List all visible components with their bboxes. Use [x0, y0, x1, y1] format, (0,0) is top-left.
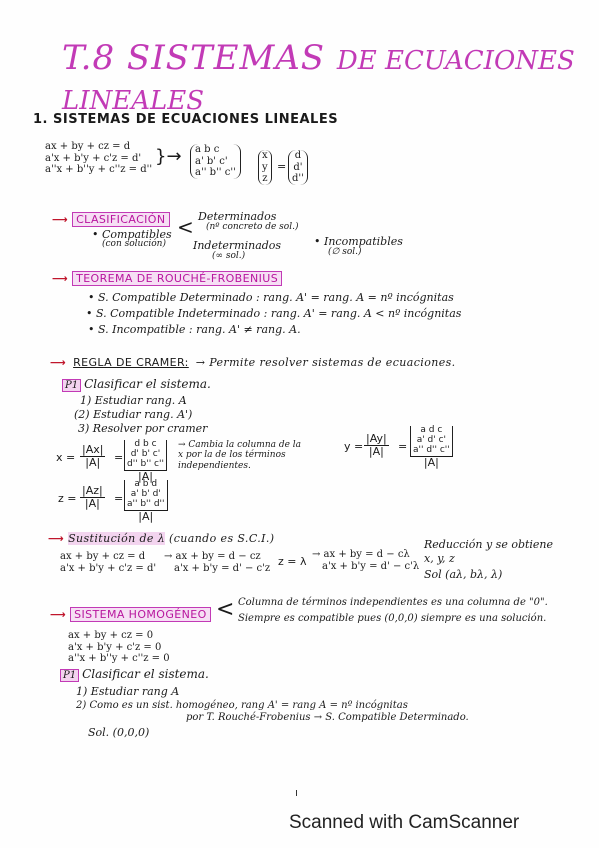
- vector-entry: x: [262, 150, 268, 161]
- denominator: |A|: [368, 445, 384, 459]
- matrix-row: a' d' c': [416, 434, 447, 445]
- x-note: [178, 440, 301, 471]
- sustitucion-condition: (cuando es S.C.I.): [169, 532, 275, 545]
- matrix-row: a' b' c': [195, 155, 228, 167]
- equals-sign: =: [398, 440, 408, 453]
- equation: a'x + b'y = d' − c'z: [174, 562, 271, 574]
- numerator: |Ax|: [82, 443, 104, 456]
- denominator: |A|: [138, 469, 153, 483]
- homogeneo-substep: 1) Estudiar rang A: [76, 685, 180, 698]
- homogeneo-system: [68, 630, 170, 665]
- z-lambda: z = λ: [278, 555, 307, 568]
- denominator: |A|: [85, 456, 101, 470]
- equals-sign: =: [114, 492, 124, 505]
- note-line: → Cambia la columna de la: [178, 440, 302, 450]
- section-label: Sustitución de λ: [68, 532, 166, 545]
- arrow-icon: ⟶: [50, 608, 67, 621]
- clasificacion-heading: [52, 213, 170, 226]
- y-fraction: [364, 433, 389, 458]
- matrix-row: a'' b'' c'': [195, 167, 236, 178]
- vector-entry: d'': [292, 173, 304, 184]
- homogeneo-note: Columna de términos independientes es una columna de "0".: [238, 597, 548, 608]
- vector-entry: z: [262, 173, 268, 184]
- homogeneo-note: Siempre es compatible pues (0,0,0) siempre es una solución.: [238, 613, 547, 624]
- numerator: |Az|: [82, 484, 103, 497]
- equals-sign: =: [114, 451, 124, 464]
- denominator: |A|: [84, 497, 100, 511]
- determinados-label: Determinados: [198, 210, 277, 223]
- z-fraction: [80, 485, 105, 510]
- page-title: [62, 38, 599, 118]
- z-lhs: z =: [58, 492, 77, 505]
- matrix-row: d b c: [134, 439, 157, 449]
- x-determinant: [124, 440, 167, 471]
- equation-1: ax + by + cz = d: [45, 141, 131, 152]
- y-determinant-fraction: [410, 426, 453, 469]
- section-label: REGLA DE CRAMER:: [73, 356, 189, 369]
- homogeneo-step-p1: [60, 668, 209, 682]
- homogeneo-solution: Sol. (0,0,0): [88, 726, 150, 739]
- matrix-row: a'' b'' d'': [127, 498, 165, 509]
- step-text: Clasificar el sistema.: [82, 667, 209, 681]
- homogeneo-heading: [50, 608, 211, 621]
- denominator: |A|: [138, 509, 154, 523]
- sustitucion-system: [60, 551, 156, 574]
- equation: → ax + by = d − cλ: [312, 549, 410, 560]
- cramer-substep: (2) Estudiar rang. A'): [74, 408, 193, 421]
- title-rest: DE ECUACIONES LINEALES: [62, 46, 575, 116]
- arrow-icon: ⟶: [52, 272, 69, 285]
- vector-entry: d: [294, 150, 302, 161]
- matrix-row: d' b' c': [130, 448, 161, 459]
- z-determinant: [124, 480, 168, 511]
- x-fraction: [80, 444, 105, 469]
- rouche-heading: [52, 272, 282, 285]
- indeterminados-label: Indeterminados: [193, 239, 282, 252]
- matrix-row: a b d: [134, 479, 158, 489]
- step-badge: P1: [60, 669, 79, 682]
- equation-2: a'x + b'y + c'z = d': [45, 152, 142, 164]
- arrow-icon: ⟶: [52, 213, 69, 226]
- z-determinant-fraction: [124, 480, 168, 523]
- step-text: Clasificar el sistema.: [84, 377, 211, 391]
- matrix-row: d'' b'' c'': [127, 458, 164, 469]
- bracket-icon: <: [177, 215, 194, 239]
- cramer-substep: 1) Estudiar rang. A: [80, 394, 187, 407]
- sustitucion-result: [312, 549, 419, 572]
- sustitucion-heading: [48, 532, 275, 545]
- denominator: |A|: [423, 455, 439, 469]
- coefficient-matrix: [190, 144, 241, 179]
- vector-entry: d': [293, 161, 303, 173]
- x-determinant-fraction: [124, 440, 167, 483]
- equation: ax + by + cz = 0: [68, 630, 154, 641]
- brace-arrow: }→: [155, 146, 182, 167]
- vector-entry: y: [262, 161, 268, 173]
- homogeneo-substep: por T. Rouché-Frobenius → S. Compatible Determinado.: [186, 712, 469, 723]
- matrix-row: a' b' d': [130, 488, 161, 499]
- arrow-icon: ⟶: [48, 532, 65, 545]
- equals-sign: =: [277, 160, 287, 173]
- equation: a''x + b''y + c''z = 0: [68, 653, 170, 664]
- indeterminados-sub: (∞ sol.): [212, 251, 246, 261]
- reduction-unknowns: x, y, z: [424, 552, 455, 565]
- reduction-solution: Sol (aλ, bλ, λ): [424, 568, 503, 581]
- compatibles-sub: (con solución): [102, 239, 166, 249]
- numerator: |Ay|: [366, 432, 387, 445]
- equation: a'x + b'y = d' − c'λ: [322, 560, 420, 572]
- incompatibles-label: • Incompatibles: [314, 235, 403, 248]
- cramer-substep: 3) Resolver por cramer: [78, 422, 208, 435]
- section-label: TEOREMA DE ROUCHÉ-FROBENIUS: [72, 271, 282, 286]
- scanner-watermark: Scanned with CamScanner: [289, 812, 520, 833]
- system-equations: [45, 141, 152, 176]
- arrow-icon: ⟶: [50, 356, 67, 369]
- rouche-item: • S. Compatible Indeterminado : rang. A' = rang. A < nº incógnitas: [86, 307, 462, 320]
- bracket-icon: <: [216, 597, 235, 622]
- reduction-note: Reducción y se obtiene: [424, 538, 554, 551]
- section-heading: 1. SISTEMAS DE ECUACIONES LINEALES: [33, 112, 339, 127]
- constants-vector: [288, 150, 308, 185]
- rouche-item: • S. Incompatible : rang. A' ≠ rang. A.: [88, 323, 301, 336]
- y-determinant: [410, 426, 453, 457]
- determinados-sub: (nº concreto de sol.): [206, 222, 299, 232]
- sustitucion-step: [164, 551, 270, 574]
- equation: a'x + b'y + c'z = 0: [68, 641, 162, 653]
- page-mark: [296, 790, 297, 796]
- y-lhs: y =: [344, 440, 364, 453]
- matrix-row: a b c: [195, 144, 220, 155]
- equation: → ax + by = d − cz: [164, 551, 261, 562]
- section-label: CLASIFICACIÓN: [72, 212, 169, 227]
- compatibles-label: • Compatibles: [92, 228, 172, 241]
- incompatibles-sub: (∅ sol.): [328, 247, 362, 257]
- matrix-row: a'' d'' c'': [413, 444, 450, 455]
- cramer-step-p1: [62, 378, 211, 392]
- note-line: x por la de los términos: [178, 450, 286, 461]
- step-badge: P1: [62, 379, 81, 392]
- equation: ax + by + cz = d: [60, 551, 146, 562]
- note-line: independientes.: [178, 460, 251, 471]
- rouche-item: • S. Compatible Determinado : rang. A' = rang. A = nº incógnitas: [88, 291, 454, 304]
- equation-3: a''x + b''y + c''z = d'': [45, 164, 153, 175]
- cramer-heading: [50, 356, 456, 369]
- title-main: T.8 SISTEMAS: [62, 38, 326, 78]
- cramer-description: → Permite resolver sistemas de ecuaciones.: [195, 356, 456, 369]
- homogeneo-substep: 2) Como es un sist. homogéneo, rang A' = rang A = nº incógnitas: [76, 700, 408, 711]
- unknowns-vector: [258, 150, 272, 185]
- section-label: SISTEMA HOMOGÉNEO: [70, 607, 211, 622]
- equation: a'x + b'y + c'z = d': [60, 562, 157, 574]
- matrix-row: a d c: [420, 425, 443, 435]
- x-lhs: x =: [56, 451, 76, 464]
